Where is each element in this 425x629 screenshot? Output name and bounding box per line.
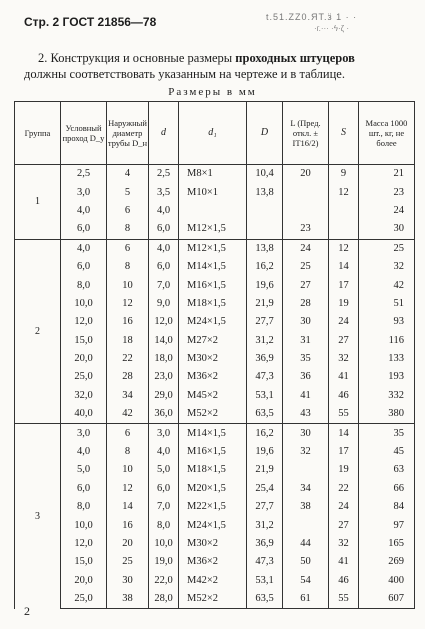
cell-d: 4,0: [149, 202, 179, 220]
cell-d1: M12×1,5: [179, 220, 247, 239]
cell-d1: M36×2: [179, 553, 247, 571]
cell-mass: 66: [359, 480, 415, 498]
cell-l: 27: [283, 276, 329, 294]
paragraph-text-1: Конструкция и основные размеры: [50, 51, 233, 65]
table-row: [15, 165, 415, 184]
cell-l: 61: [283, 590, 329, 609]
cell-dn: 28: [107, 368, 149, 386]
cell-d: 31,2: [247, 516, 283, 534]
cell-d: 16,2: [247, 258, 283, 276]
cell-s: 12: [329, 239, 359, 258]
cell-s: 22: [329, 480, 359, 498]
cell-d: 2,5: [149, 165, 179, 184]
table-row: [15, 258, 415, 276]
cell-d: 21,9: [247, 461, 283, 479]
cell-dn: 18: [107, 332, 149, 350]
cell-d1: [179, 202, 247, 220]
cell-d: 63,5: [247, 590, 283, 609]
table-row: [15, 405, 415, 424]
cell-d1: M27×2: [179, 332, 247, 350]
group-label: 1: [15, 165, 61, 240]
cell-s: 24: [329, 313, 359, 331]
cell-d: 10,0: [149, 535, 179, 553]
cell-dy: 4,0: [61, 202, 107, 220]
cell-d: 27,7: [247, 313, 283, 331]
cell-d1: M18×1,5: [179, 295, 247, 313]
cell-mass: 97: [359, 516, 415, 534]
cell-d: 6,0: [149, 220, 179, 239]
cell-dy: 12,0: [61, 535, 107, 553]
cell-d1: M24×1,5: [179, 313, 247, 331]
cell-mass: 93: [359, 313, 415, 331]
cell-d1: M8×1: [179, 165, 247, 184]
table-row: [15, 590, 415, 609]
table-row: [15, 535, 415, 553]
cell-l: 24: [283, 239, 329, 258]
header-d1: d₁: [179, 102, 247, 165]
cell-d1: M10×1: [179, 183, 247, 201]
paragraph-2: [24, 50, 394, 82]
cell-s: 55: [329, 405, 359, 424]
archive-stamp: t.51.ZZ0.ЯТ.ӟ 1 · ·: [266, 12, 358, 22]
table-row: [15, 276, 415, 294]
page-header-title: Стр. 2 ГОСТ 21856—78: [24, 15, 157, 29]
cell-l: 35: [283, 350, 329, 368]
cell-l: [283, 516, 329, 534]
cell-mass: 332: [359, 387, 415, 405]
cell-d: 47,3: [247, 368, 283, 386]
cell-dy: 5,0: [61, 461, 107, 479]
paragraph-text-2: должны соответствовать указанным на чертеже и в таблице.: [24, 67, 345, 81]
cell-d1: M18×1,5: [179, 461, 247, 479]
cell-d1: M24×1,5: [179, 516, 247, 534]
cell-l: 54: [283, 572, 329, 590]
table-row: [15, 443, 415, 461]
cell-s: 46: [329, 387, 359, 405]
cell-dy: 3,0: [61, 424, 107, 443]
cell-dn: 38: [107, 590, 149, 609]
paragraph-text-bold: проходных штуцеров: [235, 51, 355, 65]
cell-l: 25: [283, 258, 329, 276]
cell-l: 30: [283, 424, 329, 443]
cell-dy: 8,0: [61, 276, 107, 294]
cell-d: 3,5: [149, 183, 179, 201]
cell-d: 53,1: [247, 387, 283, 405]
cell-s: 19: [329, 461, 359, 479]
cell-dn: 12: [107, 480, 149, 498]
cell-dn: 34: [107, 387, 149, 405]
cell-dy: 6,0: [61, 258, 107, 276]
cell-d1: M52×2: [179, 405, 247, 424]
cell-d: 14,0: [149, 332, 179, 350]
cell-l: 36: [283, 368, 329, 386]
cell-dn: 20: [107, 535, 149, 553]
table-row: [15, 424, 415, 443]
cell-dn: 22: [107, 350, 149, 368]
cell-dy: 15,0: [61, 553, 107, 571]
cell-l: 41: [283, 387, 329, 405]
cell-dn: 12: [107, 295, 149, 313]
cell-d1: M20×1,5: [179, 480, 247, 498]
table-row: [15, 220, 415, 239]
table-row: [15, 498, 415, 516]
cell-d1: M22×1,5: [179, 498, 247, 516]
cell-d1: M14×1,5: [179, 258, 247, 276]
cell-dy: 6,0: [61, 220, 107, 239]
cell-d: 25,4: [247, 480, 283, 498]
dimensions-table: [14, 101, 415, 609]
cell-dy: 8,0: [61, 498, 107, 516]
cell-dy: 40,0: [61, 405, 107, 424]
cell-d: 31,2: [247, 332, 283, 350]
cell-s: 41: [329, 368, 359, 386]
cell-l: [283, 202, 329, 220]
cell-s: [329, 202, 359, 220]
cell-d: 63,5: [247, 405, 283, 424]
table-row: [15, 295, 415, 313]
cell-s: 9: [329, 165, 359, 184]
cell-s: 55: [329, 590, 359, 609]
cell-d: 18,0: [149, 350, 179, 368]
page-number: 2: [24, 604, 30, 618]
cell-d: 5,0: [149, 461, 179, 479]
cell-mass: 84: [359, 498, 415, 516]
cell-d: 6,0: [149, 480, 179, 498]
cell-d1: M14×1,5: [179, 424, 247, 443]
cell-s: 27: [329, 516, 359, 534]
header-dy: Условный проход D_у: [61, 102, 107, 165]
table-row: [15, 461, 415, 479]
cell-d: 28,0: [149, 590, 179, 609]
header-D: D: [247, 102, 283, 165]
cell-s: 32: [329, 350, 359, 368]
cell-dn: 16: [107, 516, 149, 534]
cell-d: 19,6: [247, 276, 283, 294]
table-header-row: [15, 102, 415, 165]
cell-dy: 20,0: [61, 572, 107, 590]
cell-d: 16,2: [247, 424, 283, 443]
cell-dy: 4,0: [61, 239, 107, 258]
cell-dn: 4: [107, 165, 149, 184]
cell-dy: 3,0: [61, 183, 107, 201]
cell-dy: 15,0: [61, 332, 107, 350]
cell-dn: 8: [107, 220, 149, 239]
cell-s: 17: [329, 443, 359, 461]
cell-d: 13,8: [247, 239, 283, 258]
cell-dy: 25,0: [61, 590, 107, 609]
header-d: d: [149, 102, 179, 165]
cell-dn: 8: [107, 258, 149, 276]
cell-d1: M30×2: [179, 350, 247, 368]
table-row: [15, 572, 415, 590]
cell-mass: 607: [359, 590, 415, 609]
table-row: [15, 332, 415, 350]
cell-dy: 32,0: [61, 387, 107, 405]
cell-dn: 10: [107, 461, 149, 479]
cell-mass: 45: [359, 443, 415, 461]
cell-dn: 25: [107, 553, 149, 571]
cell-d: [247, 202, 283, 220]
cell-d1: M12×1,5: [179, 239, 247, 258]
cell-dn: 8: [107, 443, 149, 461]
cell-dn: 14: [107, 498, 149, 516]
cell-s: 32: [329, 535, 359, 553]
cell-s: 24: [329, 498, 359, 516]
cell-d: 36,0: [149, 405, 179, 424]
table-row: [15, 480, 415, 498]
table-row: [15, 387, 415, 405]
table-row: [15, 350, 415, 368]
cell-d: 36,9: [247, 535, 283, 553]
archive-stamp-secondary: ·г.··· ·ϟ·ζ ·: [314, 24, 350, 33]
cell-d: 3,0: [149, 424, 179, 443]
cell-d1: M16×1,5: [179, 443, 247, 461]
cell-mass: 42: [359, 276, 415, 294]
cell-l: 34: [283, 480, 329, 498]
cell-dn: 16: [107, 313, 149, 331]
header-group: Группа: [15, 102, 61, 165]
cell-s: 12: [329, 183, 359, 201]
cell-dy: 4,0: [61, 443, 107, 461]
group-label: 3: [15, 424, 61, 609]
table-row: [15, 202, 415, 220]
cell-d: 4,0: [149, 239, 179, 258]
cell-s: 27: [329, 332, 359, 350]
cell-dy: 10,0: [61, 295, 107, 313]
cell-mass: 380: [359, 405, 415, 424]
cell-d: 7,0: [149, 498, 179, 516]
cell-d1: M52×2: [179, 590, 247, 609]
cell-d: 8,0: [149, 516, 179, 534]
cell-d: 21,9: [247, 295, 283, 313]
header-S: S: [329, 102, 359, 165]
page-header: [24, 14, 404, 36]
cell-l: 20: [283, 165, 329, 184]
header-mass: Масса 1000 шт., кг, не более: [359, 102, 415, 165]
cell-d: 53,1: [247, 572, 283, 590]
cell-d1: M36×2: [179, 368, 247, 386]
cell-mass: 269: [359, 553, 415, 571]
cell-mass: 193: [359, 368, 415, 386]
cell-l: 28: [283, 295, 329, 313]
cell-dy: 25,0: [61, 368, 107, 386]
cell-mass: 25: [359, 239, 415, 258]
cell-mass: 400: [359, 572, 415, 590]
table-row: [15, 239, 415, 258]
cell-dn: 30: [107, 572, 149, 590]
table-row: [15, 516, 415, 534]
cell-dn: 10: [107, 276, 149, 294]
cell-l: 23: [283, 220, 329, 239]
cell-mass: 165: [359, 535, 415, 553]
table-row: [15, 313, 415, 331]
header-dn: Наружный диаметр трубы D_н: [107, 102, 149, 165]
cell-d1: M30×2: [179, 535, 247, 553]
cell-d: 36,9: [247, 350, 283, 368]
cell-d: 19,6: [247, 443, 283, 461]
cell-mass: 30: [359, 220, 415, 239]
cell-dn: 6: [107, 239, 149, 258]
cell-d: 4,0: [149, 443, 179, 461]
cell-dn: 5: [107, 183, 149, 201]
cell-s: 41: [329, 553, 359, 571]
cell-mass: 21: [359, 165, 415, 184]
cell-dy: 6,0: [61, 480, 107, 498]
cell-dy: 12,0: [61, 313, 107, 331]
cell-d: 19,0: [149, 553, 179, 571]
cell-l: 30: [283, 313, 329, 331]
cell-dy: 20,0: [61, 350, 107, 368]
cell-d: 13,8: [247, 183, 283, 201]
cell-d: 6,0: [149, 258, 179, 276]
cell-d: [247, 220, 283, 239]
cell-mass: 116: [359, 332, 415, 350]
cell-d: 22,0: [149, 572, 179, 590]
cell-d: 23,0: [149, 368, 179, 386]
cell-dn: 6: [107, 424, 149, 443]
units-caption: Размеры в мм: [168, 86, 257, 98]
cell-dy: 2,5: [61, 165, 107, 184]
cell-mass: 35: [359, 424, 415, 443]
cell-l: 43: [283, 405, 329, 424]
table-row: [15, 553, 415, 571]
cell-l: 31: [283, 332, 329, 350]
group-label: 2: [15, 239, 61, 424]
cell-d1: M42×2: [179, 572, 247, 590]
cell-s: 19: [329, 295, 359, 313]
cell-l: 38: [283, 498, 329, 516]
cell-mass: 24: [359, 202, 415, 220]
cell-mass: 23: [359, 183, 415, 201]
table-row: [15, 368, 415, 386]
cell-s: 17: [329, 276, 359, 294]
cell-d1: M16×1,5: [179, 276, 247, 294]
cell-l: 32: [283, 443, 329, 461]
cell-l: [283, 183, 329, 201]
cell-s: [329, 220, 359, 239]
cell-l: 50: [283, 553, 329, 571]
cell-dn: 42: [107, 405, 149, 424]
cell-dn: 6: [107, 202, 149, 220]
cell-l: [283, 461, 329, 479]
cell-d: 7,0: [149, 276, 179, 294]
cell-d: 9,0: [149, 295, 179, 313]
cell-s: 14: [329, 424, 359, 443]
cell-l: 44: [283, 535, 329, 553]
cell-d: 12,0: [149, 313, 179, 331]
cell-d: 29,0: [149, 387, 179, 405]
cell-dy: 10,0: [61, 516, 107, 534]
cell-d: 10,4: [247, 165, 283, 184]
cell-mass: 133: [359, 350, 415, 368]
cell-mass: 63: [359, 461, 415, 479]
cell-mass: 51: [359, 295, 415, 313]
cell-d: 27,7: [247, 498, 283, 516]
table-row: [15, 183, 415, 201]
cell-s: 14: [329, 258, 359, 276]
cell-mass: 32: [359, 258, 415, 276]
cell-d1: M45×2: [179, 387, 247, 405]
paragraph-number: 2.: [38, 51, 48, 65]
header-L: L (Пред. откл. ± IT16/2): [283, 102, 329, 165]
cell-s: 46: [329, 572, 359, 590]
cell-d: 47,3: [247, 553, 283, 571]
